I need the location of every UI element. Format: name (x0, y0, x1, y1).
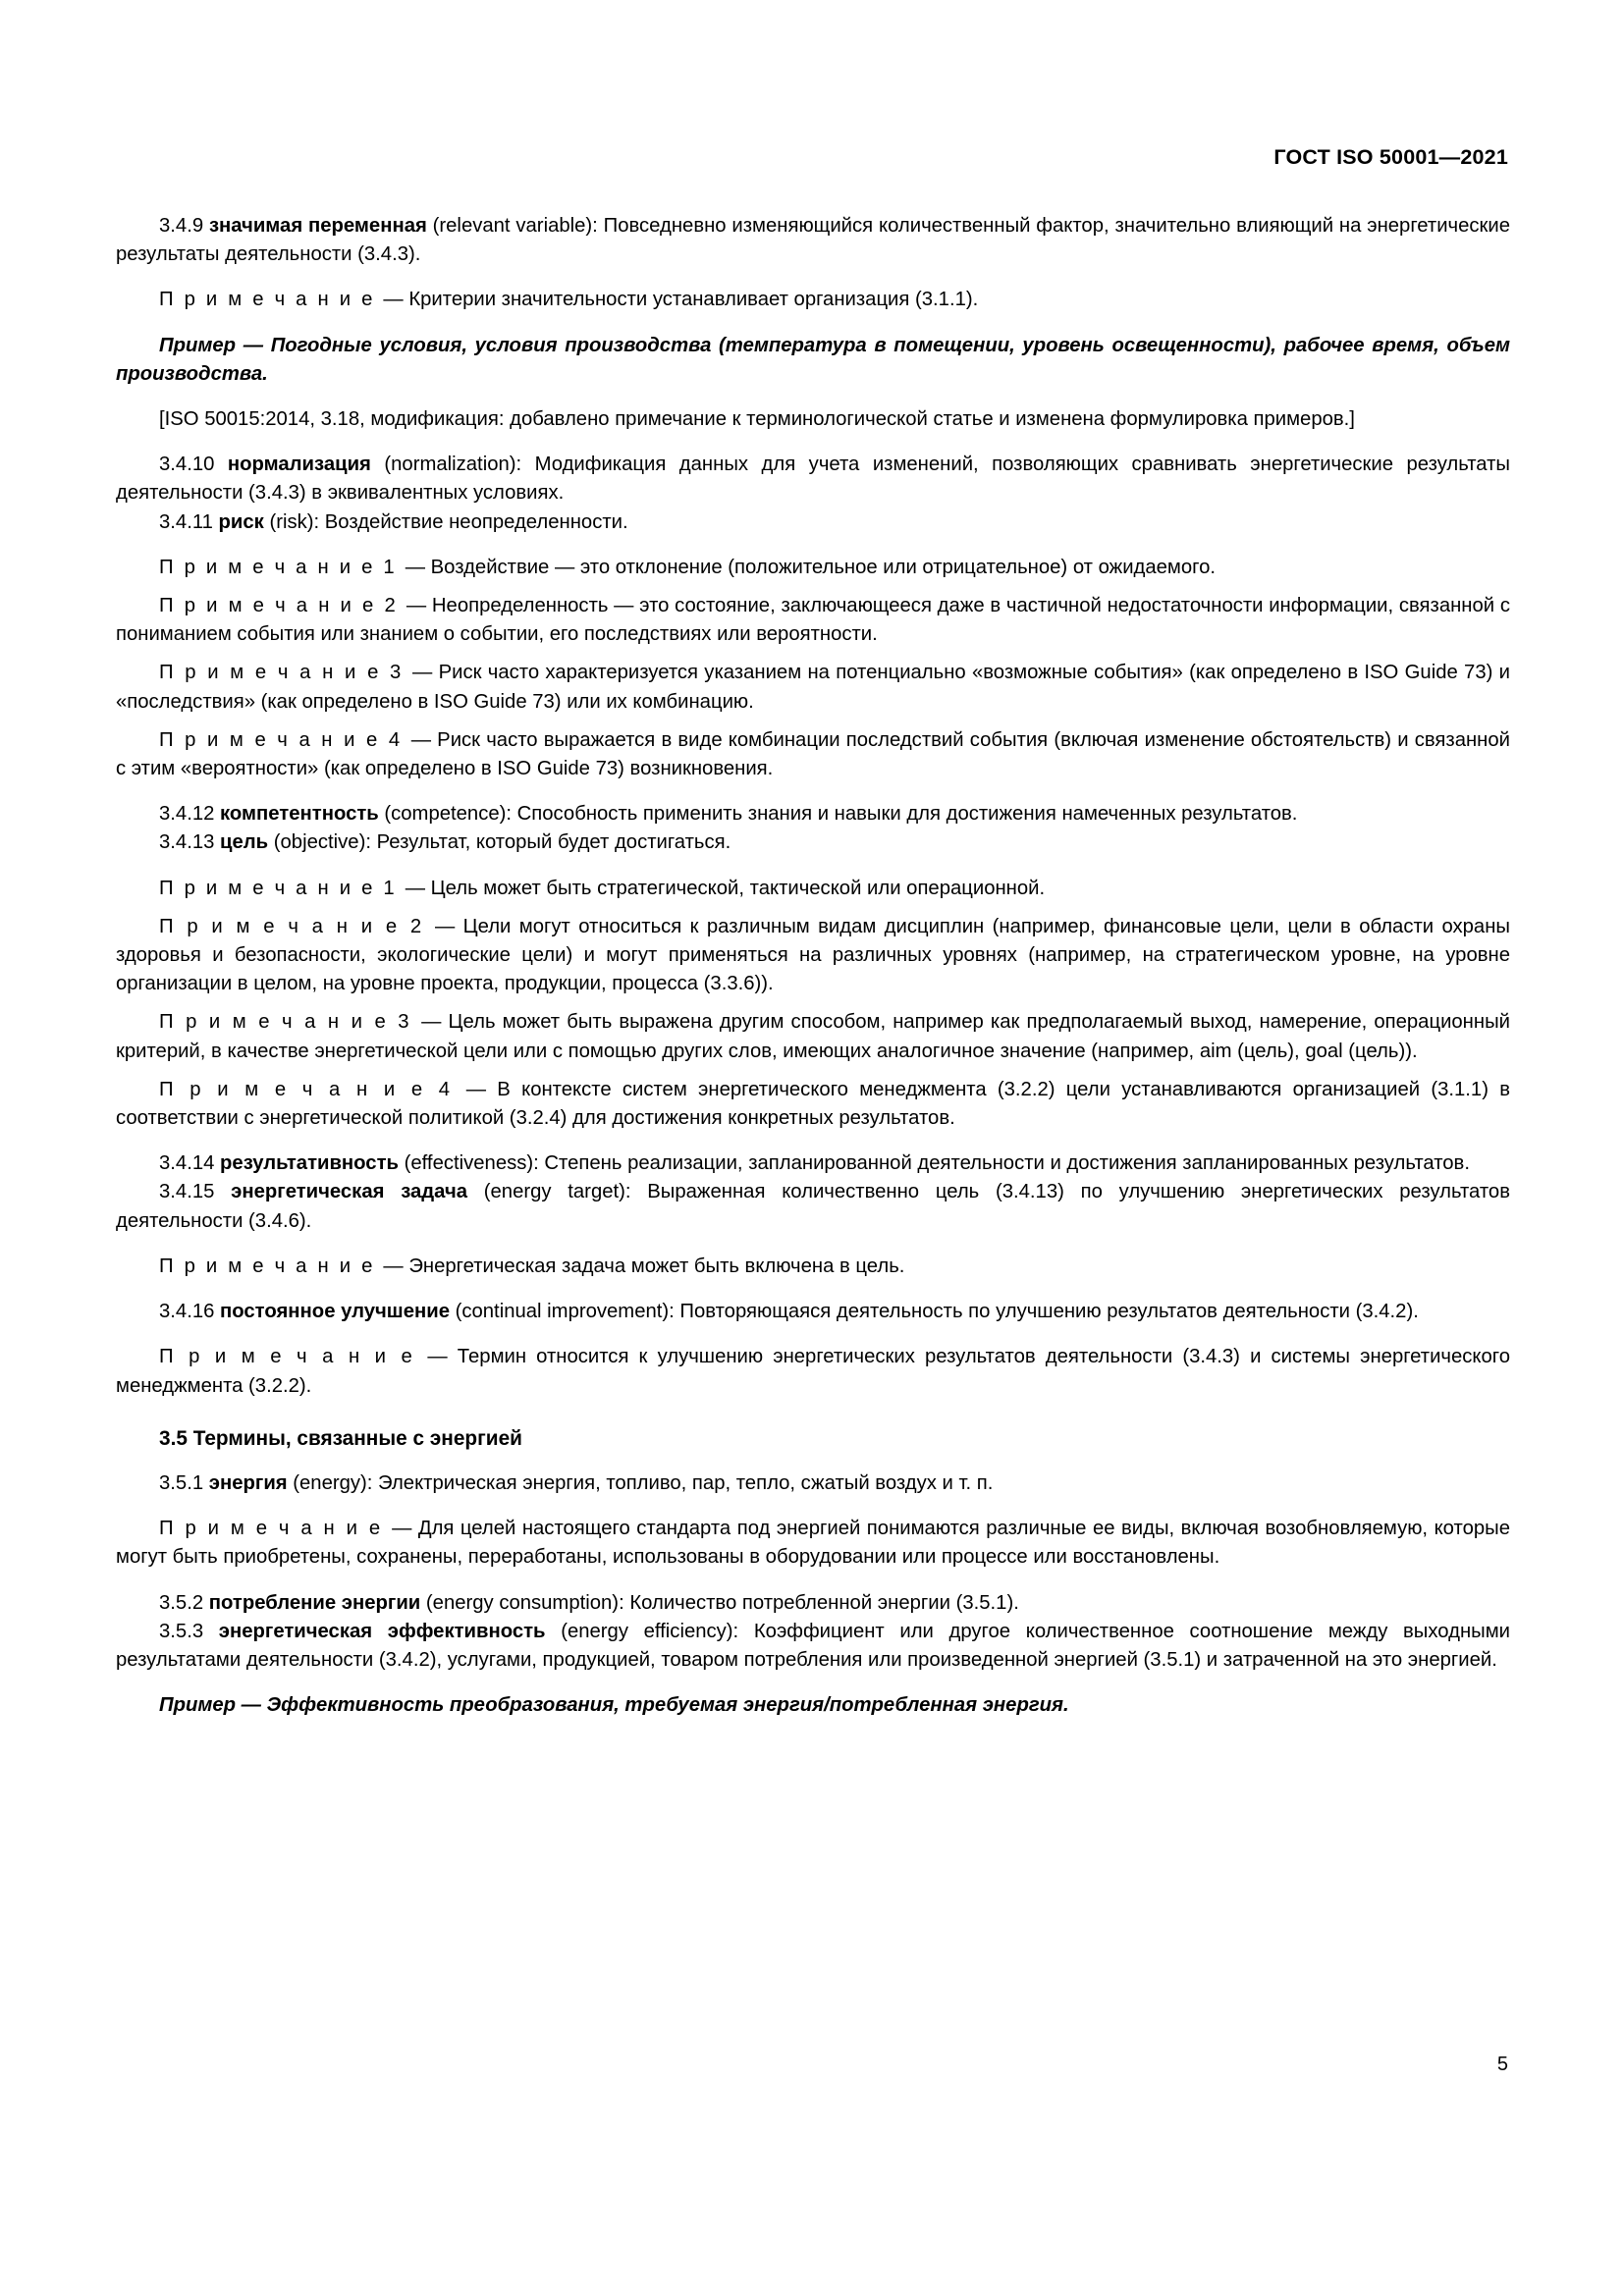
page-content (116, 212, 1510, 1720)
term-name: значимая переменная (208, 215, 427, 237)
note-label: П р и м е ч а н и е (159, 1346, 428, 1368)
term-number: 3.5.1 (159, 1471, 209, 1494)
note4-3-4-13 (116, 1076, 1510, 1133)
term-name: компетентность (220, 803, 379, 826)
note-label: П р и м е ч а н и е (159, 1518, 393, 1540)
source-ref-3-4-9: [ISO 50015:2014, 3.18, модификация: добавлено примечание к терминологической статье и изменена формулировка примеров.] (159, 408, 1355, 431)
note-label: П р и м е ч а н и е (159, 1255, 384, 1277)
example-3-4-9: Пример — Погодные условия, условия производства (температура в помещении, уровень освещенности), рабочее время, объем производства. (116, 334, 1510, 385)
page-number: 5 (1496, 2054, 1508, 2075)
term-number: 3.5.3 (159, 1620, 219, 1642)
example-3-5-3: Пример — Эффективность преобразования, требуемая энергия/потребленная энергия. (159, 1694, 1069, 1717)
term-number: 3.4.13 (159, 831, 221, 854)
term-3-4-15 (116, 1178, 1510, 1235)
note-text: — Энергетическая задача может быть включена в цель. (383, 1255, 905, 1277)
term-name: энергия (208, 1471, 288, 1494)
note2-3-4-13 (116, 913, 1510, 999)
note-label: П р и м е ч а н и е (159, 289, 384, 311)
heading-3-5: 3.5 Термины, связанные с энергией (159, 1426, 522, 1450)
note-text: — Термин относится к улучшению энергетических результатов деятельности (3.4.3) и системы энергетического менеджмента (3.2.2). (116, 1346, 1511, 1397)
term-number: 3.4.9 (159, 215, 209, 237)
term-number: 3.4.16 (159, 1301, 221, 1323)
note1-3-4-11 (116, 554, 1510, 582)
note-text: — Неопределенность — это состояние, заключающееся даже в частичной недостаточности информации, связанной с пониманием события или знанием о событии, его последствиях или вероятности. (116, 595, 1510, 646)
term-3-4-16 (116, 1298, 1510, 1326)
term-3-5-1 (116, 1469, 1510, 1498)
term-name: потребление энергии (208, 1591, 421, 1614)
term-definition: (effectiveness): Степень реализации, запланированной деятельности и достижения запланированных результатов. (399, 1152, 1470, 1175)
note-text: — Критерии значительности устанавливает организация (3.1.1). (383, 289, 979, 311)
term-definition: (continual improvement): Повторяющаяся деятельность по улучшению результатов деятельности (3.4.2). (449, 1301, 1419, 1323)
term-definition: (energy target): Выраженная количественно цель (3.4.13) по улучшению энергетических результатов деятельности (3.4.6). (116, 1181, 1510, 1232)
term-number: 3.5.2 (159, 1591, 209, 1614)
term-3-4-12 (116, 800, 1510, 828)
note-text: — Цели могут относиться к различным видам дисциплин (например, финансовые цели, цели в области охраны здоровья и безопасности, экологические цели) и могут применяться на различных уровнях (например, на стратегическом уровне, на уровне организации в целом, на уровне проекта, продукции, процесса (3.3.6)). (116, 915, 1510, 995)
note3-3-4-11 (116, 659, 1510, 716)
note4-3-4-11 (116, 726, 1510, 783)
note-text: — Риск часто характеризуется указанием на потенциально «возможные события» (как определено в ISO Guide 73) и «последствия» (как определено в ISO Guide 73) или их комбинацию. (116, 662, 1510, 713)
term-3-4-9 (116, 212, 1510, 269)
term-3-4-10 (116, 451, 1510, 507)
note-text: — Цель может быть выражена другим способом, например как предполагаемый выход, намерение, операционный критерий, в качестве энергетической цели или с помощью других слов, имеющих аналогичное значение (например, aim (цель), goal (цель)). (116, 1011, 1510, 1062)
term-definition: (risk): Воздействие неопределенности. (263, 510, 628, 533)
note-3-5-1 (116, 1515, 1510, 1572)
term-number: 3.4.12 (159, 803, 221, 826)
note1-3-4-13 (116, 875, 1510, 903)
note-text: — В контексте систем энергетического менеджмента (3.2.2) цели устанавливаются организацией (3.1.1) в соответствии с энергетической политикой (3.2.4) для достижения конкретных результатов. (116, 1078, 1510, 1130)
term-definition: (normalization): Модификация данных для учета изменений, позволяющих сравнивать энергетические результаты деятельности (3.4.3) в эквивалентных условиях. (116, 454, 1510, 505)
term-3-5-2 (116, 1589, 1510, 1618)
note-label: П р и м е ч а н и е 2 (159, 595, 406, 617)
note2-3-4-11 (116, 592, 1510, 649)
note-text: — Для целей настоящего стандарта под энергией понимаются различные ее виды, включая возобновляемую, которые могут быть приобретены, сохранены, переработаны, использованы в оборудовании или процессе или восстановлены. (116, 1518, 1510, 1569)
term-3-4-14 (116, 1149, 1510, 1178)
note-label: П р и м е ч а н и е 1 (159, 877, 406, 899)
note3-3-4-13 (116, 1008, 1510, 1065)
page-header: ГОСТ ISO 50001—2021 (1273, 145, 1508, 169)
note-3-4-16 (116, 1343, 1510, 1400)
term-3-4-13 (116, 828, 1510, 857)
note-text: — Цель может быть стратегической, тактической или операционной. (405, 877, 1046, 899)
note-label: П р и м е ч а н и е 2 (159, 915, 435, 937)
note-label: П р и м е ч а н и е 1 (159, 556, 406, 578)
term-3-4-11 (116, 508, 1510, 537)
note-label: П р и м е ч а н и е 3 (159, 662, 413, 684)
term-definition: (relevant variable): Повседневно изменяющийся количественный фактор, значительно влияющий на энергетические результаты деятельности (3.4.3). (116, 215, 1510, 266)
term-name: цель (220, 831, 269, 854)
term-name: энергетическая задача (231, 1181, 467, 1203)
term-definition: (objective): Результат, который будет достигаться. (268, 831, 731, 854)
term-definition: (energy): Электрическая энергия, топливо, пар, тепло, сжатый воздух и т. п. (287, 1471, 994, 1494)
term-name: риск (218, 510, 264, 533)
term-definition: (energy consumption): Количество потребленной энергии (3.5.1). (420, 1591, 1019, 1614)
term-number: 3.4.15 (159, 1181, 232, 1203)
term-name: постоянное улучшение (220, 1301, 450, 1323)
term-definition: (competence): Способность применить знания и навыки для достижения намеченных результатов. (378, 803, 1298, 826)
note-3-4-9 (116, 286, 1510, 314)
note-text: — Риск часто выражается в виде комбинации последствий события (включая изменение обстоятельств) и связанной с этим «вероятности» (как определено в ISO Guide 73) возникновения. (116, 728, 1510, 780)
term-name: результативность (220, 1152, 399, 1175)
note-label: П р и м е ч а н и е 4 (159, 728, 411, 751)
term-number: 3.4.10 (159, 454, 228, 476)
note-label: П р и м е ч а н и е 3 (159, 1011, 422, 1034)
term-definition: (energy efficiency): Коэффициент или другое количественное соотношение между выходными результатами деятельности (3.4.2), услугами, продукцией, товаром потребления или произведенной энергией (3.5.1) и затраченной на это энергией. (116, 1620, 1511, 1671)
term-name: нормализация (227, 454, 371, 476)
note-label: П р и м е ч а н и е 4 (159, 1078, 466, 1100)
term-name: энергетическая эффективность (218, 1620, 546, 1642)
term-number: 3.4.14 (159, 1152, 221, 1175)
term-number: 3.4.11 (159, 510, 219, 533)
note-3-4-15 (116, 1253, 1510, 1281)
term-3-5-3 (116, 1618, 1510, 1675)
note-text: — Воздействие — это отклонение (положительное или отрицательное) от ожидаемого. (405, 556, 1217, 578)
